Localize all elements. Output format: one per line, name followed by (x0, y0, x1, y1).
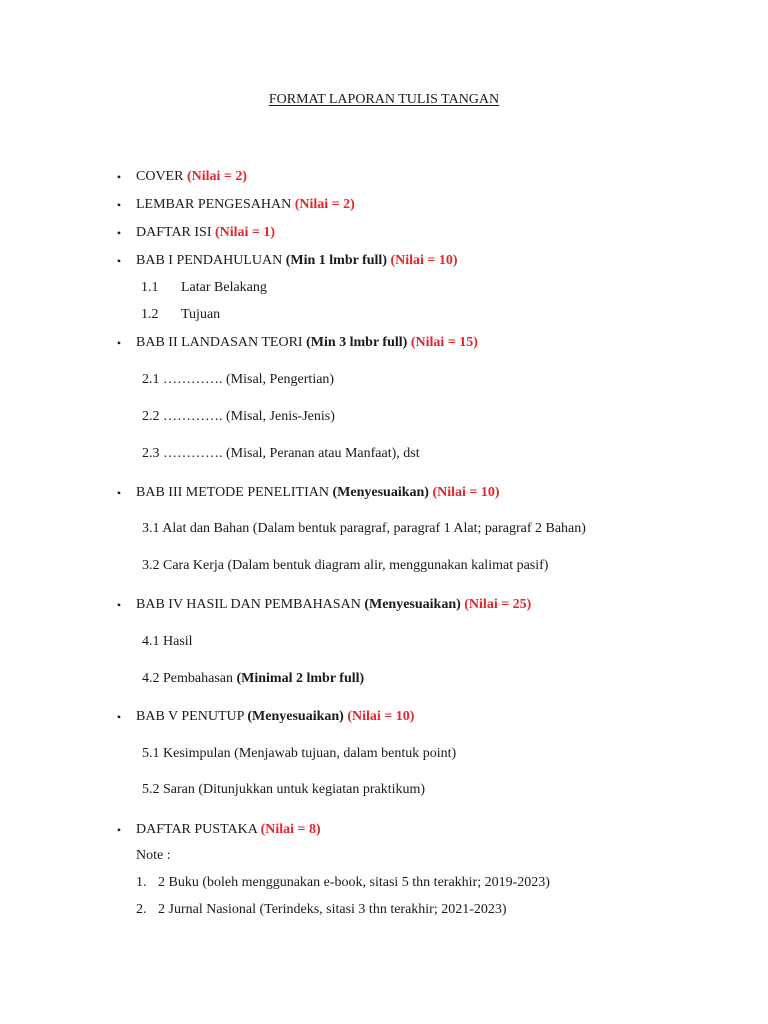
note-item-1: 1. 2 Buku (boleh menggunakan e-book, sitasi 5 thn terakhir; 2019-2023) (136, 875, 550, 890)
bullet-icon: • (116, 254, 122, 268)
list-item-pengesahan: LEMBAR PENGESAHAN (Nilai = 2) (136, 197, 355, 212)
sub-item-2-2: 2.2 …………. (Misal, Jenis-Jenis) (142, 409, 335, 424)
sub-item-4-2: 4.2 Pembahasan (Minimal 2 lmbr full) (142, 671, 365, 686)
sub-item-2-1: 2.1 …………. (Misal, Pengertian) (142, 372, 335, 387)
document-title: FORMAT LAPORAN TULIS TANGAN (268, 92, 500, 107)
list-item-daftar-isi: DAFTAR ISI (Nilai = 1) (136, 225, 276, 240)
length-note: (Min 3 lmbr full) (306, 335, 408, 350)
bullet-icon: • (116, 598, 122, 612)
sub-item-1-2: 1.2 Tujuan (141, 307, 221, 322)
sub-item-3-2: 3.2 Cara Kerja (Dalam bentuk diagram alir, menggunakan kalimat pasif) (142, 558, 549, 573)
score-label: (Nilai = 15) (410, 335, 478, 350)
length-note: (Min 1 lmbr full) (285, 253, 387, 268)
score-label: (Nilai = 10) (390, 253, 458, 268)
list-item-bab1: BAB I PENDAHULUAN (Min 1 lmbr full) (Nilai = 10) (136, 253, 458, 268)
bullet-icon: • (116, 336, 122, 350)
list-item-bab2: BAB II LANDASAN TEORI (Min 3 lmbr full) (Nilai = 15) (136, 335, 478, 350)
score-label: (Nilai = 1) (215, 225, 276, 240)
score-label: (Nilai = 8) (260, 822, 321, 837)
score-label: (Nilai = 2) (294, 197, 355, 212)
list-item-bab5: BAB V PENUTUP (Menyesuaikan) (Nilai = 10) (136, 709, 415, 724)
score-label: (Nilai = 25) (464, 597, 532, 612)
score-label: (Nilai = 10) (347, 709, 415, 724)
list-item-cover: COVER (Nilai = 2) (136, 169, 248, 184)
length-note: (Menyesuaikan) (364, 597, 461, 612)
length-note: (Menyesuaikan) (332, 485, 429, 500)
list-item-bab3: BAB III METODE PENELITIAN (Menyesuaikan) (Nilai = 10) (136, 485, 500, 500)
list-item-bab4: BAB IV HASIL DAN PEMBAHASAN (Menyesuaikan) (Nilai = 25) (136, 597, 532, 612)
sub-item-2-3: 2.3 …………. (Misal, Peranan atau Manfaat), dst (142, 446, 420, 461)
note-label: Note : (136, 848, 171, 863)
bullet-icon: • (116, 226, 122, 240)
bullet-icon: • (116, 823, 122, 837)
score-label: (Nilai = 2) (186, 169, 248, 184)
list-item-pustaka: DAFTAR PUSTAKA (Nilai = 8) (136, 822, 321, 837)
sub-item-1-1: 1.1 Latar Belakang (141, 280, 267, 295)
bullet-icon: • (116, 170, 122, 184)
bullet-icon: • (116, 198, 122, 212)
score-label: (Nilai = 10) (432, 485, 500, 500)
bullet-icon: • (116, 486, 122, 500)
length-note: (Minimal 2 lmbr full) (236, 671, 365, 686)
sub-item-5-2: 5.2 Saran (Ditunjukkan untuk kegiatan praktikum) (142, 782, 426, 797)
note-item-2: 2. 2 Jurnal Nasional (Terindeks, sitasi 3 thn terakhir; 2021-2023) (136, 902, 507, 917)
bullet-icon: • (116, 710, 122, 724)
sub-item-4-1: 4.1 Hasil (142, 634, 193, 649)
sub-item-5-1: 5.1 Kesimpulan (Menjawab tujuan, dalam bentuk point) (142, 746, 457, 761)
sub-item-3-1: 3.1 Alat dan Bahan (Dalam bentuk paragraf, paragraf 1 Alat; paragraf 2 Bahan) (142, 521, 586, 536)
length-note: (Menyesuaikan) (247, 709, 344, 724)
